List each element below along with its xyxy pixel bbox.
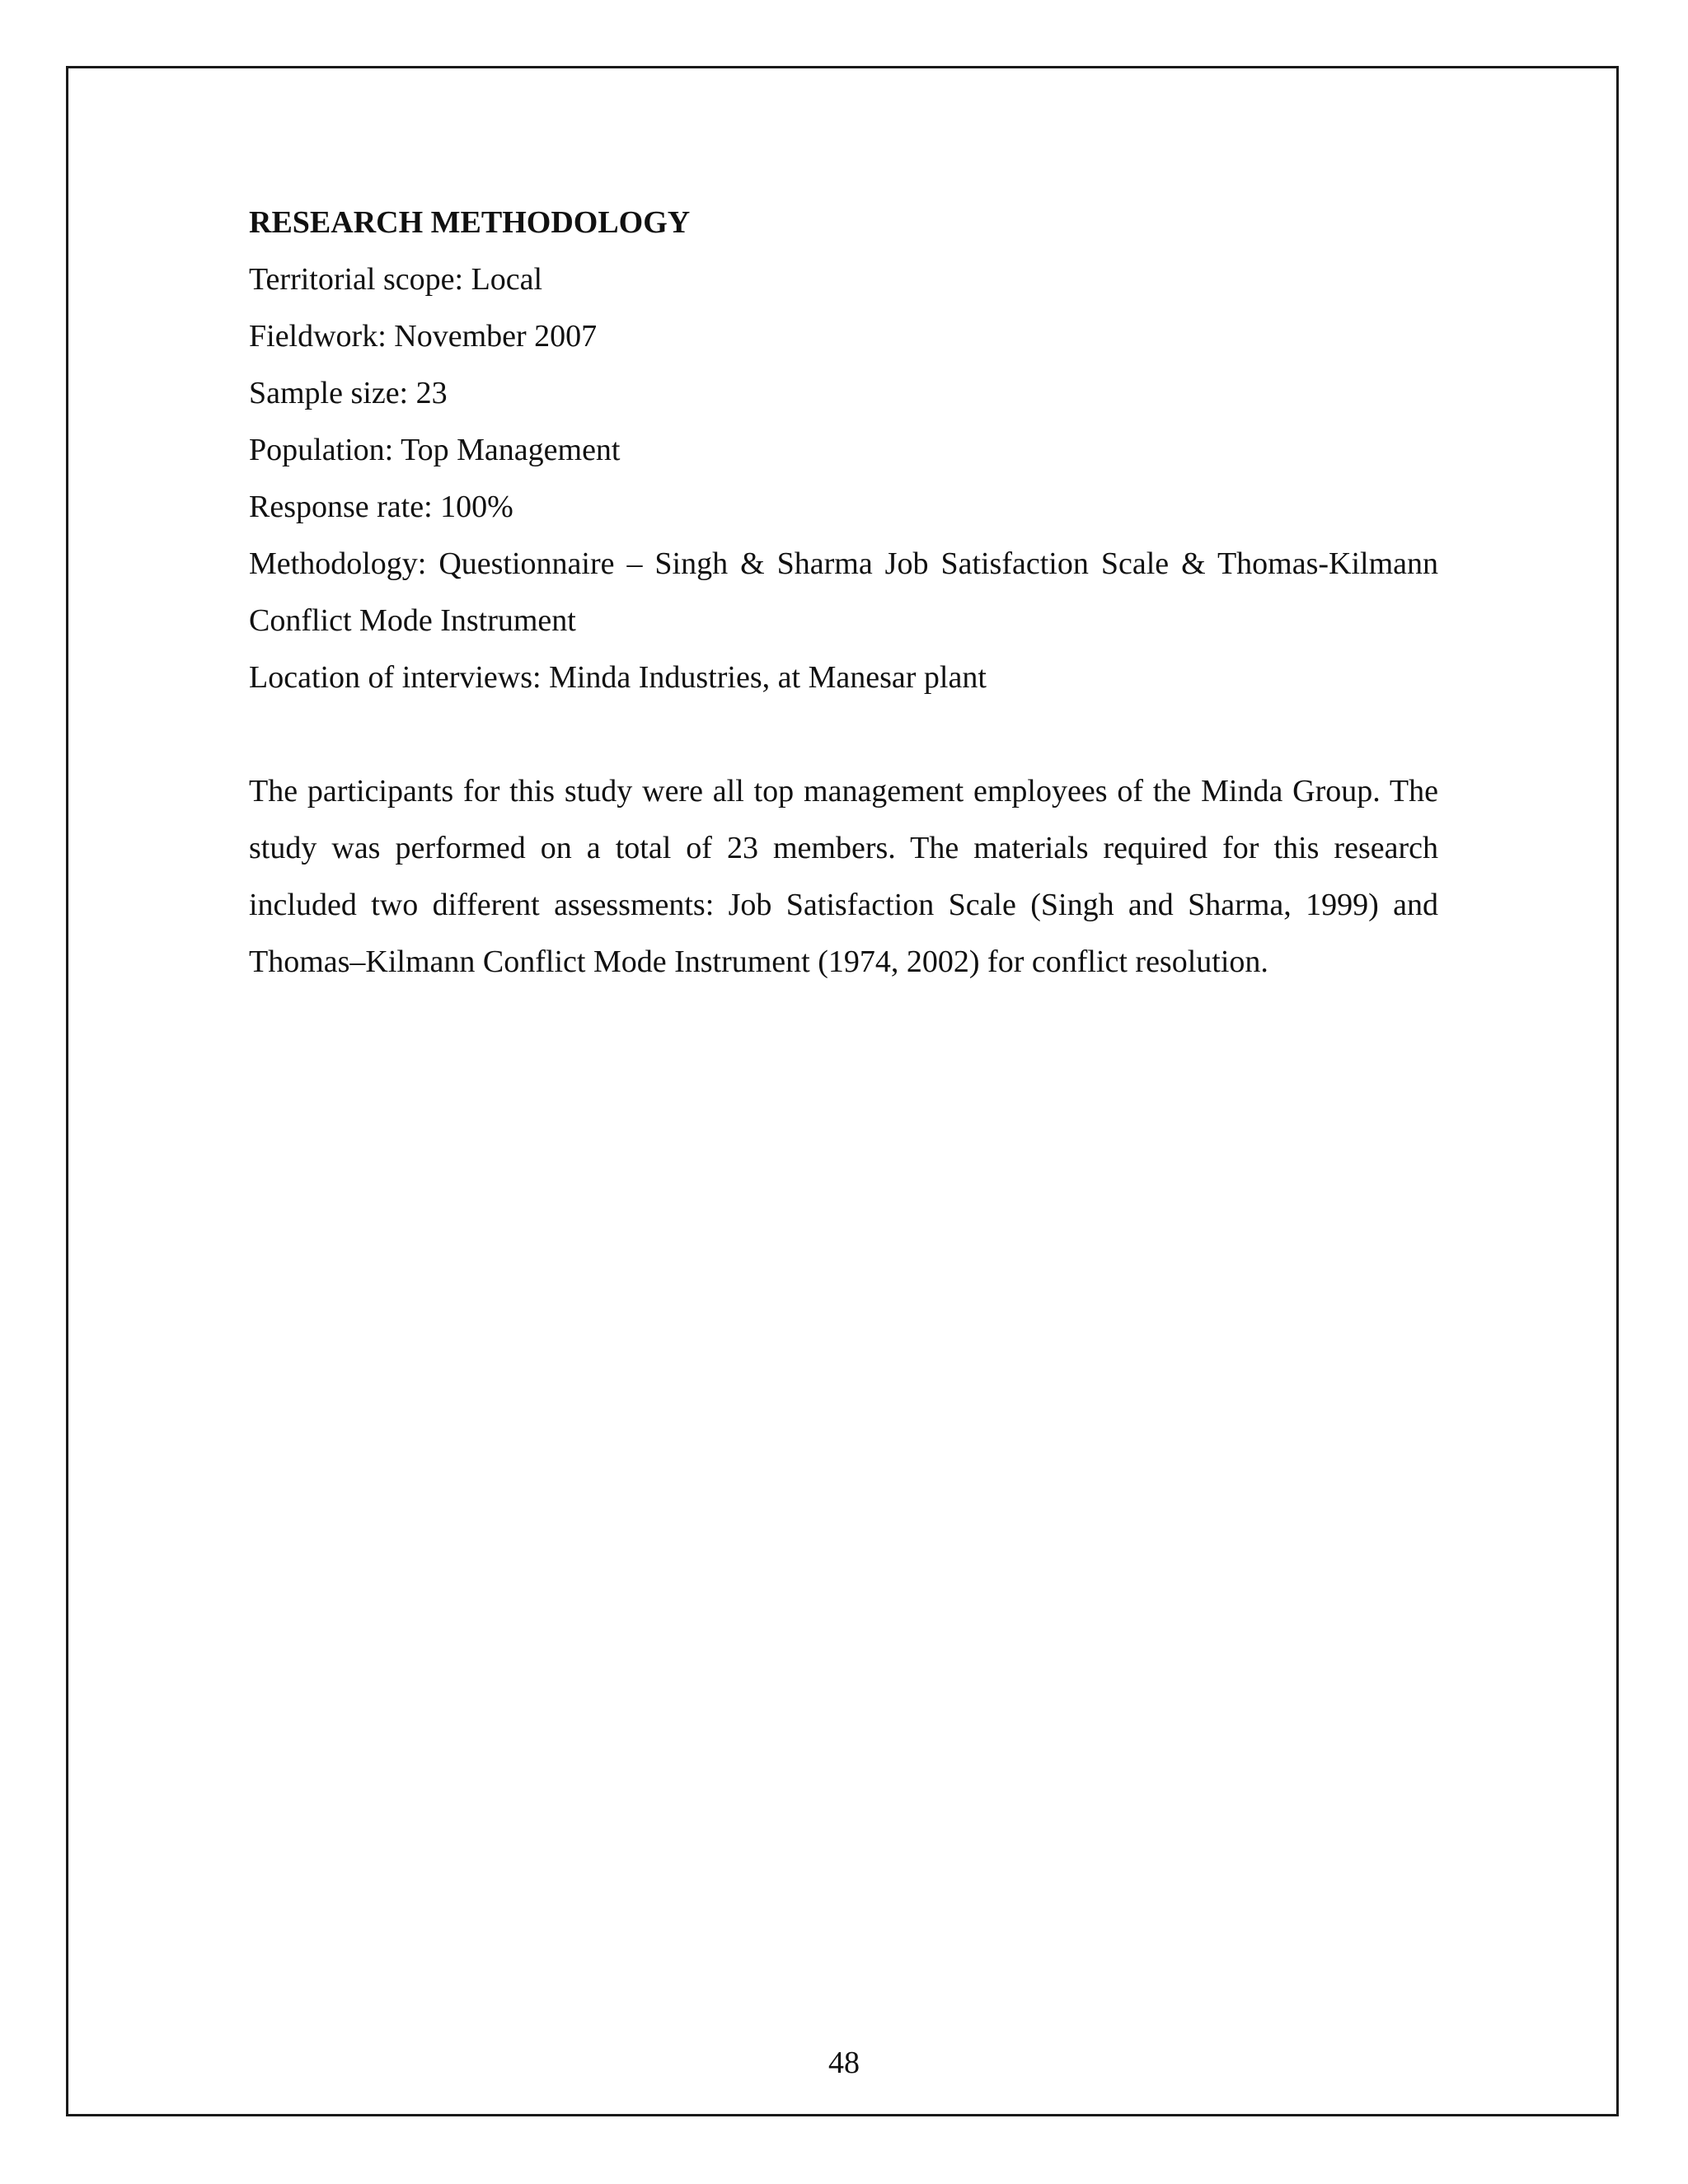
field-value: Top Management — [401, 433, 621, 467]
field-label: Methodology: — [249, 546, 427, 581]
field-location-of-interviews — [249, 649, 1438, 706]
field-value: Local — [471, 262, 543, 297]
field-label: Population: — [249, 433, 394, 467]
field-value: 100% — [440, 490, 513, 524]
field-value: Minda Industries, at Manesar plant — [549, 660, 987, 695]
field-label: Response rate: — [249, 490, 433, 524]
field-population — [249, 422, 1438, 479]
page-content — [249, 194, 1438, 991]
field-label: Territorial scope: — [249, 262, 464, 297]
body-paragraph: The participants for this study were all top management employees of the Minda Group. The study was performed on a total of 23 members. The materials required for this research included two different assessments: Job Satisfaction Scale (Singh and Sharma, 1999) and Thomas–Kilmann Conflict Mode Instrument (1974, 2002) for conflict resolution. — [249, 774, 1438, 979]
field-label: Fieldwork: — [249, 319, 387, 354]
section-heading: RESEARCH METHODOLOGY — [249, 205, 691, 240]
field-methodology — [249, 536, 1438, 649]
field-value: Questionnaire – Singh & Sharma Job Satisfaction Scale & Thomas-Kilmann Conflict Mode Instrument — [249, 546, 1438, 638]
field-value: November 2007 — [394, 319, 598, 354]
field-response-rate — [249, 479, 1438, 536]
field-label: Location of interviews: — [249, 660, 542, 695]
field-fieldwork — [249, 308, 1438, 365]
field-label: Sample size: — [249, 376, 409, 410]
field-territorial-scope — [249, 251, 1438, 308]
field-sample-size — [249, 365, 1438, 422]
page-number: 48 — [828, 2046, 860, 2080]
field-value: 23 — [415, 376, 448, 410]
